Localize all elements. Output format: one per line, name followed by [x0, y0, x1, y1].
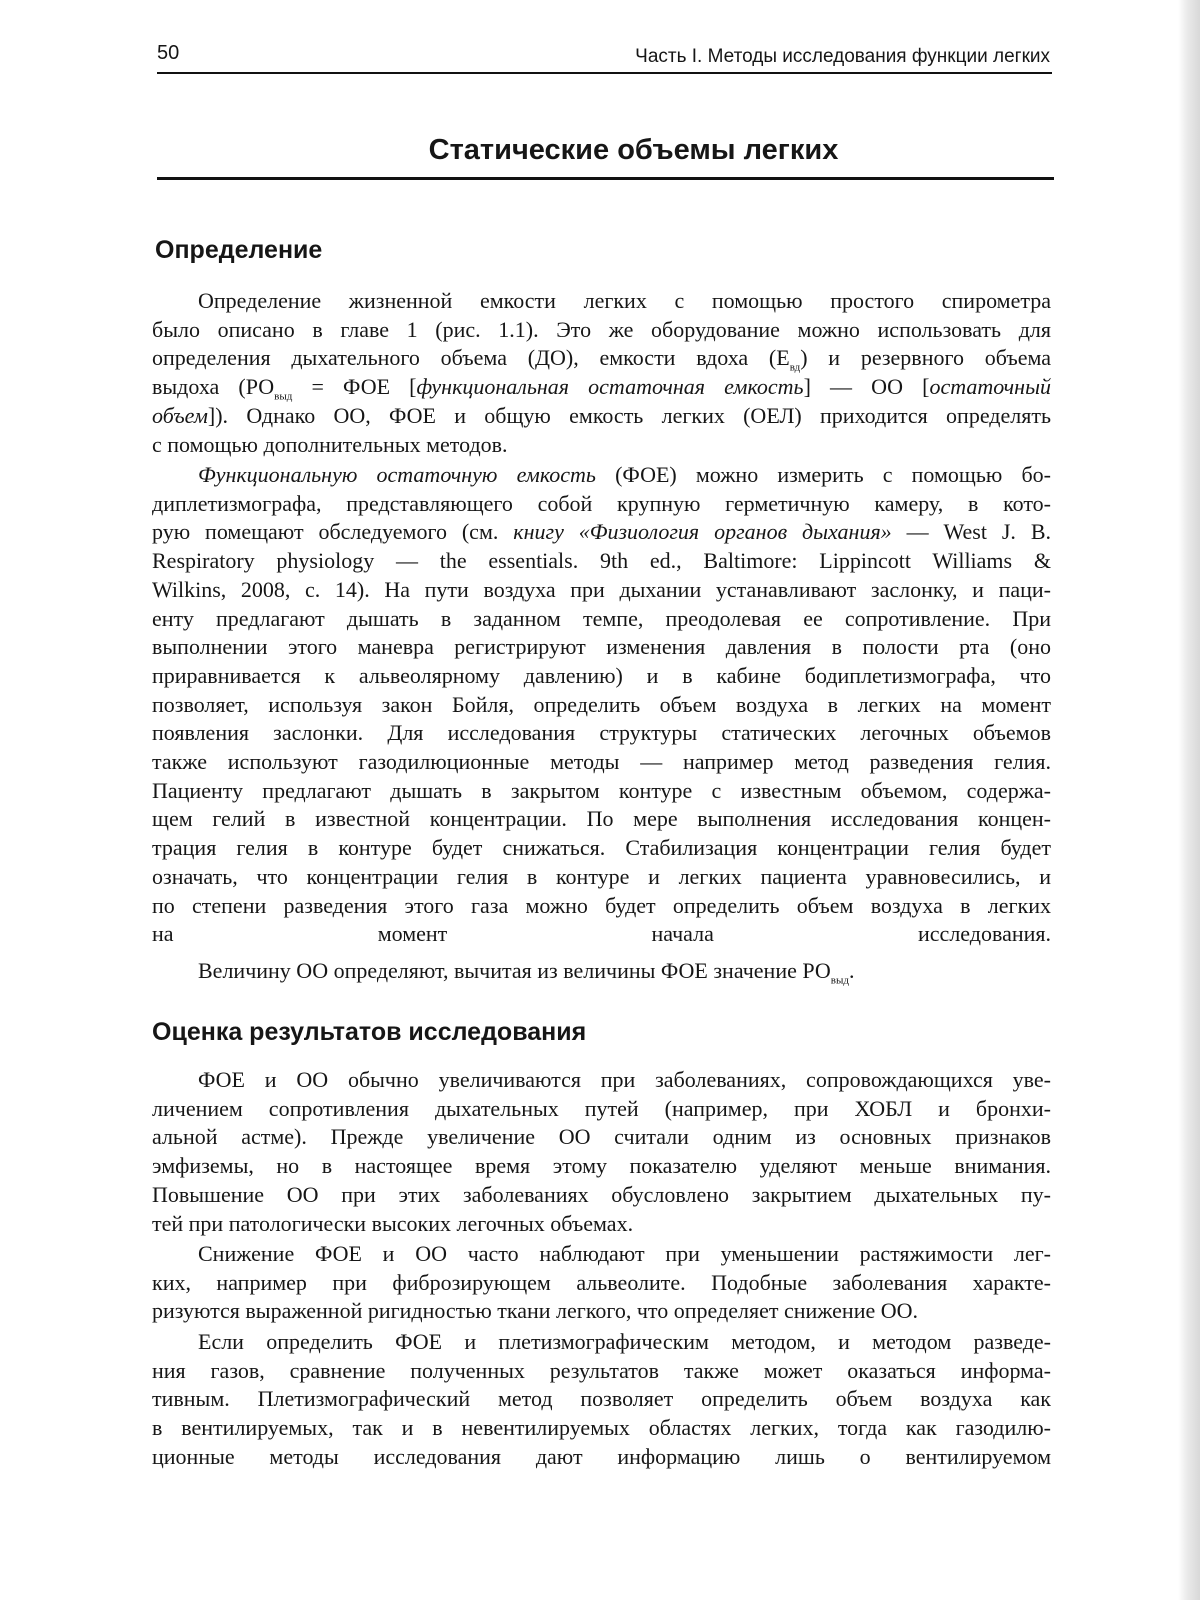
text-line: означать, что концентрации гелия в контуре и легких пациента уравновесились, и — [152, 863, 1051, 889]
section-heading-evaluation: Оценка результатов исследования — [152, 1018, 587, 1046]
running-title: Часть I. Методы исследования функции легких — [635, 46, 1050, 67]
text-line: выдоха ($РО_{выд}$ = ФОЕ [функциональная остаточная емкость] — ОО [остаточный — [152, 374, 1051, 403]
paragraph-evaluation-1 — [152, 1066, 1051, 1238]
text-line: приравнивается к альвеолярному давлению) и в кабине бодиплетизмографа, что — [152, 662, 1051, 688]
page-number: 50 — [157, 42, 180, 64]
text-line: диплетизмографа, представляющего собой крупную герметичную камеру, в кото- — [152, 490, 1051, 516]
text-line: Величину ОО определяют, вычитая из величины ФОЕ значение $РО_{выд}$. — [198, 958, 855, 987]
text-line: тей при патологически высоких легочных объемах. — [152, 1210, 634, 1236]
header-rule — [157, 72, 1052, 74]
text-line: тивным. Плетизмографический метод позволяет определить объем воздуха как — [152, 1386, 1051, 1412]
text-line: Respiratory physiology — the essentials. 9th ed., Baltimore: Lippincott Williams & — [152, 548, 1051, 574]
text-line: трация гелия в контуре будет снижаться. Стабилизация концентрации гелия будет — [152, 835, 1051, 861]
text-line: Wilkins, 2008, с. 14). На пути воздуха при дыхании устанавливают заслонку, и паци- — [152, 576, 1051, 602]
paragraph-definition-1 — [152, 287, 1051, 459]
text-line: появления заслонки. Для исследования структуры статических легочных объемов — [152, 720, 1051, 746]
text-line: выполнении этого маневра регистрируют изменения давления в полости рта (оно — [152, 634, 1051, 660]
paragraph-evaluation-2 — [152, 1240, 1051, 1326]
text-line: енту предлагают дышать в заданном темпе, преодолевая ее сопротивление. При — [152, 605, 1051, 631]
text-line: ризуются выраженной ригидностью ткани легкого, что определяет снижение ОО. — [152, 1298, 919, 1324]
text-line: Пациенту предлагают дышать в закрытом контуре с известным объемом, содержа- — [152, 777, 1051, 803]
text-line: Определение жизненной емкости легких с помощью простого спирометра — [198, 288, 1051, 313]
text-line: определения дыхательного объема (ДО), емкости вдоха $(Е_{вд})$ и резервного объема — [152, 345, 1052, 374]
text-line: эмфиземы, но в настоящее время этому показателю уделяют меньше внимания. — [152, 1153, 1051, 1179]
text-line: на момент начала исследования. — [152, 921, 1051, 947]
paragraph-evaluation-3 — [152, 1328, 1051, 1472]
text-line: в вентилируемых, так и в невентилируемых областях легких, тогда как газодилю- — [152, 1415, 1051, 1441]
text-line: ционные методы исследования дают информацию лишь о вентилируемом — [152, 1443, 1051, 1469]
text-line: позволяет, используя закон Бойля, определить объем воздуха в легких на момент — [152, 691, 1051, 717]
paragraph-definition-2 — [152, 461, 1051, 949]
section-heading-definition: Определение — [155, 236, 323, 264]
text-line: Снижение ФОЕ и ОО часто наблюдают при уменьшении растяжимости лег- — [198, 1241, 1051, 1266]
text-line: по степени разведения этого газа можно будет определить объем воздуха в легких — [152, 892, 1051, 918]
text-line: ФОЕ и ОО обычно увеличиваются при заболеваниях, сопровождающихся уве- — [198, 1067, 1051, 1092]
text-line: личением сопротивления дыхательных путей (например, при ХОБЛ и бронхи- — [152, 1095, 1051, 1121]
paragraph-definition-3 — [152, 957, 1051, 986]
text-line: ния газов, сравнение полученных результатов также может оказаться информа- — [152, 1357, 1051, 1383]
text-line: щем гелий в известной концентрации. По мере выполнения исследования концен- — [152, 806, 1051, 832]
text-line: объем]). Однако ОО, ФОЕ и общую емкость легких (ОЕЛ) приходится определять — [152, 402, 1051, 428]
text-line: рую помещают обследуемого (см. книгу «Физиология органов дыхания» — West J. B. — [152, 519, 1051, 545]
text-line: было описано в главе 1 (рис. 1.1). Это же оборудование можно использовать для — [152, 316, 1051, 342]
title-rule — [157, 177, 1054, 180]
text-line: Повышение ОО при этих заболеваниях обусловлено закрытием дыхательных пу- — [152, 1181, 1051, 1207]
text-line: также используют газодилюционные методы — например метод разведения гелия. — [152, 749, 1051, 775]
chapter-title: Статические объемы легких — [428, 134, 839, 166]
text-line: альной астме). Прежде увеличение ОО считали одним из основных признаков — [152, 1124, 1051, 1150]
page-header — [157, 36, 1050, 76]
text-line: ких, например при фиброзирующем альвеолите. Подобные заболевания характе- — [152, 1269, 1051, 1295]
text-line: с помощью дополнительных методов. — [152, 431, 508, 457]
text-line: Функциональную остаточную емкость (ФОЕ) можно измерить с помощью бо- — [198, 462, 1051, 487]
scan-edge-shadow — [1178, 0, 1200, 1600]
text-line: Если определить ФОЕ и плетизмографическим методом, и методом разведе- — [198, 1329, 1051, 1354]
